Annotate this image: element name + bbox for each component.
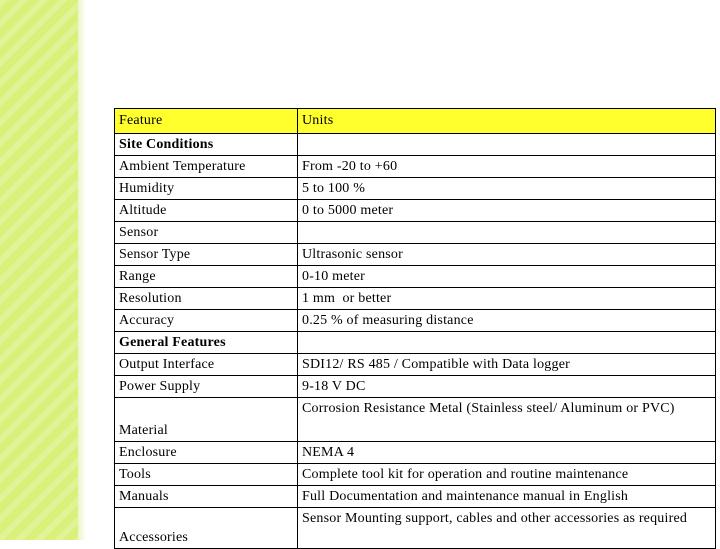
table-row <box>115 244 716 266</box>
section-label: General Features <box>115 332 298 354</box>
row-value: 9-18 V DC <box>298 376 716 398</box>
row-feature: Enclosure <box>115 442 298 464</box>
table-header-row <box>115 109 716 134</box>
table-row <box>115 464 716 486</box>
header-units: Units <box>298 109 716 134</box>
row-value: 1 mm or better <box>298 288 716 310</box>
row-feature: Power Supply <box>115 376 298 398</box>
row-feature: Range <box>115 266 298 288</box>
row-value <box>298 134 716 156</box>
table-row <box>115 310 716 332</box>
row-value: SDI12/ RS 485 / Compatible with Data logger <box>298 354 716 376</box>
row-feature: Altitude <box>115 200 298 222</box>
row-value: NEMA 4 <box>298 442 716 464</box>
row-value: Sensor Mounting support, cables and other accessories as required <box>298 508 716 549</box>
table-row <box>115 200 716 222</box>
table-row <box>115 354 716 376</box>
header-feature: Feature <box>115 109 298 134</box>
row-value: 0 to 5000 meter <box>298 200 716 222</box>
row-feature: Manuals <box>115 486 298 508</box>
row-value: Ultrasonic sensor <box>298 244 716 266</box>
table-row <box>115 442 716 464</box>
row-feature: Resolution <box>115 288 298 310</box>
table-row <box>115 508 716 549</box>
section-label: Site Conditions <box>115 134 298 156</box>
specification-table <box>114 108 716 549</box>
table-row <box>115 332 716 354</box>
table-row <box>115 486 716 508</box>
table-row <box>115 376 716 398</box>
row-feature: Accuracy <box>115 310 298 332</box>
table-row <box>115 398 716 442</box>
row-value: 5 to 100 % <box>298 178 716 200</box>
table-row <box>115 266 716 288</box>
row-value <box>298 332 716 354</box>
row-feature: Material <box>115 398 298 442</box>
row-feature: Output Interface <box>115 354 298 376</box>
row-value: Full Documentation and maintenance manual in English <box>298 486 716 508</box>
sidebar-shadow <box>78 0 86 540</box>
row-value <box>298 222 716 244</box>
row-feature: Sensor <box>115 222 298 244</box>
row-value: Corrosion Resistance Metal (Stainless steel/ Aluminum or PVC) <box>298 398 716 442</box>
decorative-sidebar <box>0 0 78 540</box>
table-row <box>115 288 716 310</box>
row-feature: Accessories <box>115 508 298 549</box>
row-feature: Humidity <box>115 178 298 200</box>
row-value: Complete tool kit for operation and routine maintenance <box>298 464 716 486</box>
table-row <box>115 222 716 244</box>
table-row <box>115 178 716 200</box>
row-feature: Ambient Temperature <box>115 156 298 178</box>
row-feature: Sensor Type <box>115 244 298 266</box>
row-value: 0.25 % of measuring distance <box>298 310 716 332</box>
row-value: From -20 to +60 <box>298 156 716 178</box>
row-value: 0-10 meter <box>298 266 716 288</box>
table-row <box>115 156 716 178</box>
row-feature: Tools <box>115 464 298 486</box>
table-row <box>115 134 716 156</box>
